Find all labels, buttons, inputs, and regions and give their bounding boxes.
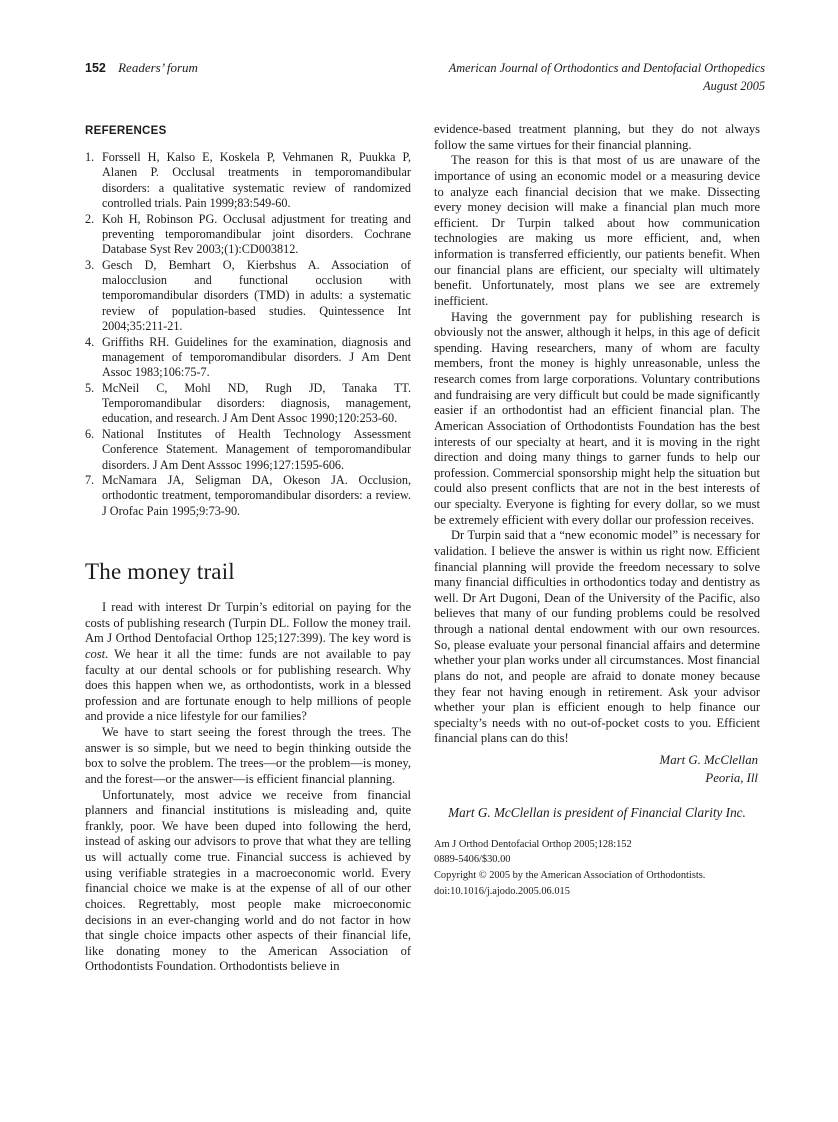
references-heading: REFERENCES xyxy=(85,125,167,137)
article-paragraph: I read with interest Dr Turpin’s editorial on paying for the costs of publishing research (Turpin DL. Follow the money trail. Am J Orthod Dentofacial Orthop 125;127:399). The key word is cost. We hear it all the time: funds are not available to pay faculty at our dental schools or for publishing research. Why does this happen when we, as orthodontists, work in a blessed profession and are fortunate enough to help millions of people and provide a nice lifestyle for our families? xyxy=(85,600,411,724)
article-paragraph: Unfortunately, most advice we receive from financial planners and financial institutions is misleading and, quite frankly, poor. We have been duped into following the herd, instead of asking our advisors to prove that what they are telling us will actually come true. Financial success is achieved by using verifiable strategies in a macroeconomic world. Every financial choice we make is at the expense of all of our other choices. Regrettably, most people make microeconomic decisions in an ever-changing world and do not factor in how that single choice impacts other aspects of their financial life, like donating money to the American Association of Orthodontists Foundation. Orthodontists believe in xyxy=(85,787,411,974)
running-section-title: Readers’ forum xyxy=(118,60,198,75)
signature-name: Mart G. McClellan xyxy=(659,753,758,767)
article-body-right xyxy=(434,122,760,747)
signature-block xyxy=(434,752,760,788)
article-paragraph: The reason for this is that most of us are unaware of the importance of using an economic model or a measuring device to analyze each financial decision that we make. Dissecting every money decision will make a financial plan much more efficient. Dr Turpin talked about how communication technologies are making us more efficient, and, when information is transferred efficiently, our patients benefit. When our financial plans are efficient, our specialty will ultimately benefit. Unfortunately, most plans we see are extremely inefficient. xyxy=(434,153,760,308)
article-paragraph: evidence-based treatment planning, but they do not always follow the same virtues for their financial planning. xyxy=(434,122,760,152)
signature-location: Peoria, Ill xyxy=(705,770,758,785)
reference-item: National Institutes of Health Technology Assessment Conference Statement. Management of temporomandibular disorders. J Am Dent Asssoc 1996;127:1595-606. xyxy=(102,426,411,472)
copyright-line: Copyright © 2005 by the American Association of Orthodontists. xyxy=(434,870,706,882)
reference-item: McNeil C, Mohl ND, Rugh JD, Tanaka TT. Temporomandibular disorders: diagnosis, management, education, and research. J Am Dent Assoc 1990;120:253-60. xyxy=(102,380,411,426)
journal-citation: Am J Orthod Dentofacial Orthop 2005;128:152 xyxy=(434,838,632,850)
running-head-left xyxy=(85,60,198,76)
page-number: 152 xyxy=(85,61,106,75)
reference-item: Gesch D, Bemhart O, Kierbshus A. Association of malocclusion and functional occlusion with temporomandibular disorders (TMD) in adults: a systematic review of population-based studies. Quintessence Int 2004;35:211-21. xyxy=(102,257,411,334)
reference-item: McNamara JA, Seligman DA, Okeson JA. Occlusion, orthodontic treatment, temporomandibular disorders: a review. J Orofac Pain 1995;9:73-90. xyxy=(102,472,411,518)
article-title: The money trail xyxy=(85,559,235,584)
reference-item: Koh H, Robinson PG. Occlusal adjustment for treating and preventing temporomandibular joint disorders. Cochrane Database Syst Rev 2003;(1):CD003812. xyxy=(102,211,411,257)
two-column-body xyxy=(85,122,761,975)
article-paragraph: We have to start seeing the forest through the trees. The answer is so simple, but we need to begin thinking outside the box to solve the problem. The trees—or the problem—is money, and the forest—or the answer—is efficient financial planning. xyxy=(85,725,411,786)
left-column xyxy=(85,122,411,975)
article-paragraph: Dr Turpin said that a “new economic model” is necessary for validation. I believe the answer is within us right now. Efficient financial planning will provide the freedom necessary to solve many financial difficulties in orthodontics today and dentistry as well. Dr Art Dugoni, Dean of the University of the Pacific, also believes that many of our funding problems could be resolved through a national dental endowment with our own resources. So, please evaluate your personal financial affairs and determine whether your plan works under all circumstances. Most financial plans do not, and people are afraid to donate money because they fear not having enough in retirement. Ask your advisor whether your plan is efficient enough to help finance our specialty’s needs with no out-of-pocket costs to you. Efficient financial plans can do this! xyxy=(434,528,760,746)
doi-line: doi:10.1016/j.ajodo.2005.06.015 xyxy=(434,885,570,897)
reference-item: Forssell H, Kalso E, Koskela P, Vehmanen R, Puukka P, Alanen P. Occlusal treatments in temporomandibular disorders: a qualitative systematic review of randomized controlled trials. Pain 1999;83:549-60. xyxy=(102,150,411,211)
article-paragraph: Having the government pay for publishing research is obviously not the answer, although it helps, in this age of deficit spending. Having researchers, many of whom are faculty members, front the money is highly unreasonable, unless the research comes from large corporations. Voluntary contributions and fundraising are very difficult but could be made significantly easier if an orthodontist had an efficient financial plan. The American Association of Orthodontists Foundation has the best interests of our specialty at heart, and it is moving in the right direction and doing many things to garner funds to help our profession. Commercial sponsorship might help the situation but could also present conflicts that are not in the best interests of our specialty. Everyone is fighting for every dollar, so we must be extremely efficient with every dollar our profession receives. xyxy=(434,309,760,527)
issn-price: 0889-5406/$30.00 xyxy=(434,854,511,866)
reference-item: Griffiths RH. Guidelines for the examination, diagnosis and management of temporomandibular disorders. J Am Dent Assoc 1983;106:75-7. xyxy=(102,334,411,380)
article-body-left xyxy=(85,600,411,975)
right-column xyxy=(434,122,760,975)
author-attribution: Mart G. McClellan is president of Financial Clarity Inc. xyxy=(448,804,746,820)
citation-block xyxy=(434,837,760,899)
references-list xyxy=(85,150,411,519)
issue-date: August 2005 xyxy=(703,78,765,93)
journal-name: American Journal of Orthodontics and Dentofacial Orthopedics xyxy=(448,61,765,75)
running-head-right xyxy=(449,60,765,96)
page-header xyxy=(85,60,765,96)
